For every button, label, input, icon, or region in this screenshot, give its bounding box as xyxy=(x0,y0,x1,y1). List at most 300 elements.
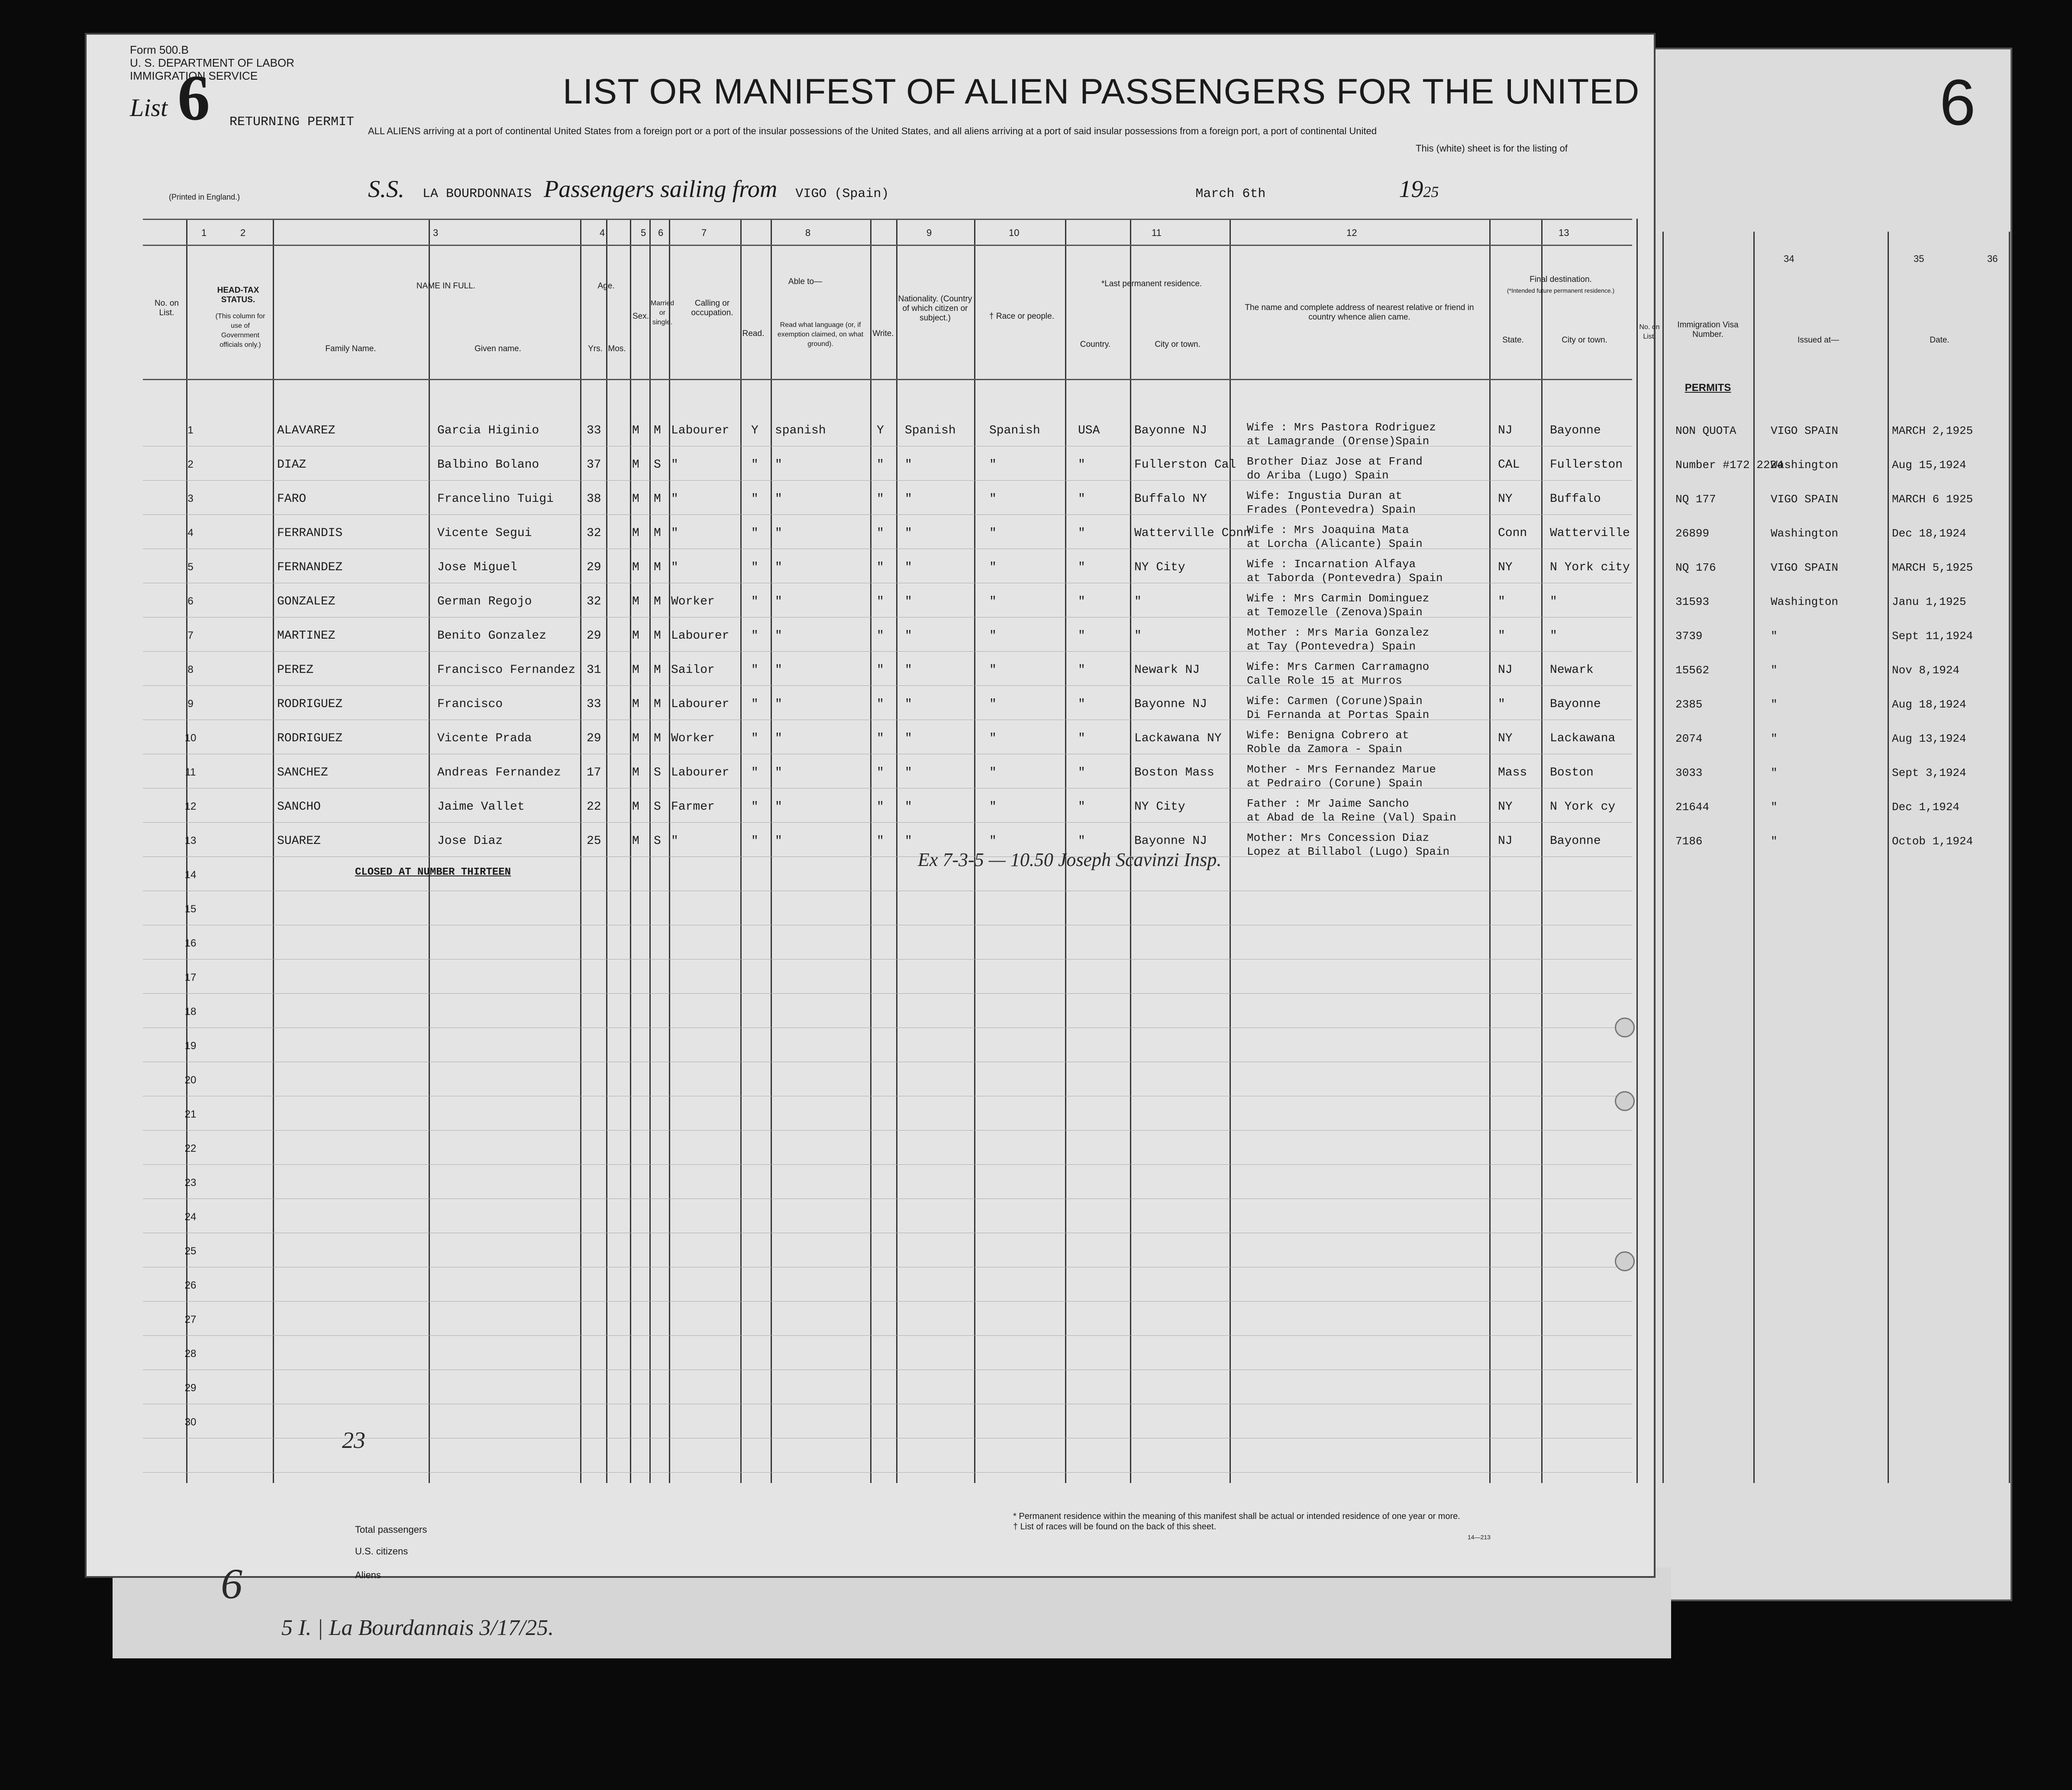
cell-yrs: 25 xyxy=(587,834,601,848)
row-number: 5 xyxy=(187,561,194,573)
cell-nat: " xyxy=(905,698,912,711)
cell-country: " xyxy=(1078,561,1085,574)
cell-city: " xyxy=(1134,595,1142,608)
cell-dest: Buffalo xyxy=(1550,492,1601,506)
cell-family: DIAZ xyxy=(277,458,307,472)
header-read: Read. xyxy=(742,329,765,338)
cell-relative: Brother Diaz Jose at Frand xyxy=(1247,455,1423,468)
row-number: 3 xyxy=(187,493,194,504)
column-number: 3 xyxy=(433,227,439,238)
cell-city: Boston Mass xyxy=(1134,766,1214,779)
column-number: 4 xyxy=(600,227,605,238)
cell-sex: M xyxy=(632,424,639,437)
header-yrs: Yrs. xyxy=(588,344,603,353)
row-number: 13 xyxy=(184,835,197,847)
cell-race: " xyxy=(989,698,997,711)
column-rule xyxy=(1489,219,1491,1483)
year-suffix: 25 xyxy=(1423,183,1439,200)
header-issued-at: Issued at— xyxy=(1797,336,1840,345)
cell-write: " xyxy=(877,561,884,574)
header-permits: PERMITS xyxy=(1685,382,1731,394)
cell-sex: M xyxy=(632,595,639,608)
cell-nat: " xyxy=(905,629,912,643)
cell-country: USA xyxy=(1078,424,1100,437)
cell-relative: at Taborda (Pontevedra) Spain xyxy=(1247,572,1443,585)
cell-relative: at Lorcha (Alicante) Spain xyxy=(1247,537,1423,550)
cell-dest: Newark xyxy=(1550,663,1594,677)
cell-read: " xyxy=(751,527,758,540)
cell-country: " xyxy=(1078,458,1085,472)
handwritten-six: 6 xyxy=(221,1560,242,1608)
column-rule xyxy=(630,219,631,1483)
row-rule xyxy=(143,480,1632,481)
us-citizens-label: U.S. citizens xyxy=(355,1546,408,1557)
cell-idate: Aug 18,1924 xyxy=(1892,698,1966,711)
cell-lang: " xyxy=(775,766,782,779)
cell-race: " xyxy=(989,800,997,814)
cell-relative: Frades (Pontevedra) Spain xyxy=(1247,503,1416,516)
cell-read: " xyxy=(751,663,758,677)
column-rule xyxy=(2009,232,2010,1483)
cell-read: " xyxy=(751,595,758,608)
cell-occ: " xyxy=(671,527,678,540)
cell-sex: M xyxy=(632,527,639,540)
row-number: 11 xyxy=(185,766,196,778)
cell-visa: 2074 xyxy=(1675,732,1703,745)
row-number: 20 xyxy=(184,1074,197,1086)
cell-occ: Worker xyxy=(671,732,715,745)
cell-country: " xyxy=(1078,766,1085,779)
cell-issued: " xyxy=(1771,698,1778,711)
cell-race: " xyxy=(989,595,997,608)
column-rule xyxy=(429,219,430,1483)
cell-dest: Lackawana xyxy=(1550,732,1616,745)
column-number: 13 xyxy=(1559,227,1569,238)
cell-relative: Wife: Carmen (Corune)Spain xyxy=(1247,695,1423,708)
header-city-town: City or town. xyxy=(1562,336,1607,345)
cell-nat: " xyxy=(905,732,912,745)
list-number: 6 xyxy=(178,62,210,134)
header-relative: The name and complete address of nearest relative or friend in country whence alien came. xyxy=(1245,303,1474,322)
cell-nat: " xyxy=(905,527,912,540)
cell-occ: " xyxy=(671,834,678,848)
cell-read: Y xyxy=(751,424,758,437)
cell-ms: M xyxy=(654,732,661,745)
cell-idate: Aug 15,1924 xyxy=(1892,459,1966,472)
cell-relative: Mother : Mrs Maria Gonzalez xyxy=(1247,626,1430,639)
cell-sex: M xyxy=(632,800,639,814)
header-final-note: (*Intended future permanent residence.) xyxy=(1507,287,1615,294)
cell-yrs: 32 xyxy=(587,527,601,540)
row-number: 22 xyxy=(184,1143,197,1154)
cell-given: Jose Miguel xyxy=(437,561,517,574)
cell-occ: " xyxy=(671,492,678,506)
cell-write: " xyxy=(877,834,884,848)
cell-ms: S xyxy=(654,834,661,848)
row-number: 26 xyxy=(184,1279,197,1291)
cell-visa: NQ 177 xyxy=(1675,493,1716,506)
cell-given: Francisco Fernandez xyxy=(437,663,576,677)
cell-family: MARTINEZ xyxy=(277,629,336,643)
cell-lang: " xyxy=(775,458,782,472)
column-number: 34 xyxy=(1784,253,1794,264)
cell-given: Vicente Segui xyxy=(437,527,532,540)
ship-line xyxy=(368,175,1623,201)
row-number: 1 xyxy=(187,424,194,436)
port: VIGO (Spain) xyxy=(795,187,889,201)
header-read-language: Read what language (or, if exemption claimed, on what ground). xyxy=(777,321,864,348)
cell-read: " xyxy=(751,766,758,779)
cell-issued: VIGO SPAIN xyxy=(1771,424,1839,437)
cell-relative: do Ariba (Lugo) Spain xyxy=(1247,469,1389,482)
cell-dest: Fullerston xyxy=(1550,458,1623,472)
row-number: 6 xyxy=(187,595,194,607)
cell-idate: Nov 8,1924 xyxy=(1892,664,1960,677)
row-number: 4 xyxy=(187,527,194,539)
cell-nat: " xyxy=(905,663,912,677)
row-number: 17 xyxy=(184,972,197,983)
cell-idate: MARCH 6 1925 xyxy=(1892,493,1973,506)
cell-yrs: 32 xyxy=(587,595,601,608)
cell-dest: " xyxy=(1550,629,1557,643)
column-rule xyxy=(669,219,670,1483)
cell-read: " xyxy=(751,458,758,472)
header-rule-numbers xyxy=(143,245,1632,246)
cell-write: " xyxy=(877,732,884,745)
footnote-residence: * Permanent residence within the meaning of this manifest shall be actual or intended residence of one year or more. xyxy=(1013,1512,1460,1521)
cell-state: " xyxy=(1498,595,1505,608)
cell-occ: Farmer xyxy=(671,800,715,814)
cell-country: " xyxy=(1078,629,1085,643)
punch-hole xyxy=(1615,1251,1635,1271)
cell-issued: " xyxy=(1771,801,1778,814)
cell-read: " xyxy=(751,800,758,814)
column-rule xyxy=(186,219,187,1483)
closed-note: CLOSED AT NUMBER THIRTEEN xyxy=(355,866,511,878)
handwritten-annotation: Ex 7-3-5 — 10.50 Joseph Scavinzi Insp. xyxy=(918,849,1222,870)
cell-given: Andreas Fernandez xyxy=(437,766,561,779)
cell-relative: at Temozelle (Zenova)Spain xyxy=(1247,606,1423,619)
cell-issued: " xyxy=(1771,766,1778,779)
cell-idate: Octob 1,1924 xyxy=(1892,835,1973,848)
cell-ms: S xyxy=(654,458,661,472)
cell-write: " xyxy=(877,698,884,711)
cell-relative: Wife : Mrs Pastora Rodriguez xyxy=(1247,421,1436,434)
cell-lang: " xyxy=(775,595,782,608)
cell-lang: " xyxy=(775,527,782,540)
year-prefix: 19 xyxy=(1399,176,1423,203)
cell-issued: VIGO SPAIN xyxy=(1771,493,1839,506)
header-name-in-full: NAME IN FULL. xyxy=(416,281,476,291)
sailing-label: Passengers sailing from xyxy=(544,176,778,203)
row-number: 18 xyxy=(184,1006,197,1018)
underlying-sheet-bottom xyxy=(113,1567,1671,1658)
cell-ms: M xyxy=(654,492,661,506)
ship-name: LA BOURDONNAIS xyxy=(423,187,532,201)
column-rule xyxy=(740,219,742,1483)
cell-race: " xyxy=(989,766,997,779)
cell-relative: at Tay (Pontevedra) Spain xyxy=(1247,640,1416,653)
cell-country: " xyxy=(1078,698,1085,711)
row-number: 7 xyxy=(187,630,194,641)
cell-lang: " xyxy=(775,561,782,574)
cell-given: Francisco xyxy=(437,698,503,711)
row-rule xyxy=(143,1130,1632,1131)
cell-issued: " xyxy=(1771,664,1778,677)
cell-city: Bayonne NJ xyxy=(1134,698,1207,711)
cell-race: Spanish xyxy=(989,424,1040,437)
cell-write: " xyxy=(877,527,884,540)
cell-issued: Washington xyxy=(1771,595,1839,608)
footer-code: 14—213 xyxy=(1468,1534,1491,1541)
header-able-to: Able to— xyxy=(788,277,823,286)
row-rule xyxy=(143,685,1632,686)
cell-yrs: 37 xyxy=(587,458,601,472)
column-number: 12 xyxy=(1346,227,1357,238)
column-number: 36 xyxy=(1987,253,1998,264)
header-country: Country. xyxy=(1080,340,1111,349)
cell-ms: M xyxy=(654,698,661,711)
cell-yrs: 29 xyxy=(587,561,601,574)
row-number: 29 xyxy=(184,1382,197,1394)
cell-family: ALAVAREZ xyxy=(277,424,336,437)
cell-relative: Wife: Ingustia Duran at xyxy=(1247,489,1402,502)
cell-occ: Labourer xyxy=(671,698,729,711)
row-number: 12 xyxy=(184,801,197,812)
cell-sex: M xyxy=(632,492,639,506)
row-number: 9 xyxy=(187,698,194,710)
cell-issued: VIGO SPAIN xyxy=(1771,561,1839,574)
row-number: 2 xyxy=(187,459,194,470)
row-number: 14 xyxy=(184,869,197,881)
cell-dest: " xyxy=(1550,595,1557,608)
cell-yrs: 33 xyxy=(587,424,601,437)
cell-sex: M xyxy=(632,629,639,643)
cell-sex: M xyxy=(632,834,639,848)
cell-city: NY City xyxy=(1134,561,1185,574)
column-rule xyxy=(649,219,651,1483)
cell-issued: Washington xyxy=(1771,459,1839,472)
header-no-on-list-right: No. on List. xyxy=(1639,323,1660,340)
cell-issued: Washington xyxy=(1771,527,1839,540)
cell-read: " xyxy=(751,732,758,745)
service-line: IMMIGRATION SERVICE xyxy=(130,69,258,82)
column-number: 35 xyxy=(1914,253,1924,264)
cell-write: " xyxy=(877,595,884,608)
cell-dest: Boston xyxy=(1550,766,1594,779)
handwritten-total: 23 xyxy=(342,1427,365,1453)
row-number: 19 xyxy=(184,1040,197,1052)
column-number: 5 xyxy=(641,227,646,238)
cell-occ: Sailor xyxy=(671,663,715,677)
header-nationality: Nationality. (Country of which citizen or subject.) xyxy=(898,294,972,323)
cell-family: RODRIGUEZ xyxy=(277,732,343,745)
footnote-races: † List of races will be found on the back of this sheet. xyxy=(1013,1522,1217,1532)
cell-visa: 15562 xyxy=(1675,664,1710,677)
total-passengers-label: Total passengers xyxy=(355,1524,427,1535)
cell-sex: M xyxy=(632,732,639,745)
cell-race: " xyxy=(989,527,997,540)
cell-given: Benito Gonzalez xyxy=(437,629,547,643)
cell-family: PEREZ xyxy=(277,663,314,677)
cell-dest: N York city xyxy=(1550,561,1630,574)
header-no-on-list: No. on List. xyxy=(155,299,179,317)
cell-city: Buffalo NY xyxy=(1134,492,1207,506)
cell-sex: M xyxy=(632,561,639,574)
row-number: 30 xyxy=(184,1416,197,1428)
cell-state: NJ xyxy=(1498,663,1513,677)
cell-visa: 3033 xyxy=(1675,766,1703,779)
cell-nat: " xyxy=(905,834,912,848)
cell-sex: M xyxy=(632,766,639,779)
header-calling: Calling or occupation. xyxy=(691,299,733,317)
cell-nat: " xyxy=(905,492,912,506)
header-city: City or town. xyxy=(1155,340,1201,349)
cell-given: Vicente Prada xyxy=(437,732,532,745)
cell-read: " xyxy=(751,492,758,506)
row-rule xyxy=(143,1472,1632,1473)
column-rule xyxy=(870,219,871,1483)
cell-relative: Wife : Mrs Carmin Dominguez xyxy=(1247,592,1430,605)
header-state: State. xyxy=(1502,336,1524,345)
header-family-name: Family Name. xyxy=(325,344,376,353)
cell-race: " xyxy=(989,732,997,745)
cell-visa: 21644 xyxy=(1675,801,1710,814)
row-number: 24 xyxy=(184,1211,197,1223)
cell-read: " xyxy=(751,629,758,643)
cell-given: German Regojo xyxy=(437,595,532,608)
cell-sex: M xyxy=(632,698,639,711)
column-number: 8 xyxy=(805,227,811,238)
cell-state: NY xyxy=(1498,492,1513,506)
cell-family: SANCHEZ xyxy=(277,766,328,779)
column-rule xyxy=(580,219,581,1483)
cell-country: " xyxy=(1078,800,1085,814)
cell-relative: Wife: Benigna Cobrero at xyxy=(1247,729,1409,742)
cell-relative: Calle Role 15 at Murros xyxy=(1247,674,1402,687)
column-number: 6 xyxy=(658,227,664,238)
cell-yrs: 31 xyxy=(587,663,601,677)
cell-visa: Number #172 2224 xyxy=(1675,459,1784,472)
cell-relative: Wife : Incarnation Alfaya xyxy=(1247,558,1416,571)
cell-sex: M xyxy=(632,458,639,472)
cell-lang: " xyxy=(775,629,782,643)
cell-relative: at Pedrairo (Corune) Spain xyxy=(1247,777,1423,790)
cell-read: " xyxy=(751,698,758,711)
column-rule xyxy=(1230,219,1231,1483)
cell-city: Fullerston Cal xyxy=(1134,458,1236,472)
cell-yrs: 17 xyxy=(587,766,601,779)
cell-visa: NQ 176 xyxy=(1675,561,1716,574)
row-rule xyxy=(143,1164,1632,1165)
cell-race: " xyxy=(989,629,997,643)
cell-idate: Aug 13,1924 xyxy=(1892,732,1966,745)
cell-lang: " xyxy=(775,698,782,711)
cell-relative: at Abad de la Reine (Val) Spain xyxy=(1247,811,1456,824)
cell-visa: 31593 xyxy=(1675,595,1710,608)
permit-type: RETURNING PERMIT xyxy=(229,115,355,129)
cell-family: FERRANDIS xyxy=(277,527,343,540)
cell-nat: " xyxy=(905,561,912,574)
punch-hole xyxy=(1615,1018,1635,1037)
cell-sex: M xyxy=(632,663,639,677)
cell-country: " xyxy=(1078,492,1085,506)
cell-issued: " xyxy=(1771,732,1778,745)
cell-visa: 3739 xyxy=(1675,630,1703,643)
cell-write: " xyxy=(877,663,884,677)
cell-state: NY xyxy=(1498,800,1513,814)
underlying-sheet-right xyxy=(1628,48,2012,1601)
header-visa-number: Immigration Visa Number. xyxy=(1677,320,1739,339)
row-rule xyxy=(143,1301,1632,1302)
subtitle-sheet-note: This (white) sheet is for the listing of xyxy=(1416,143,1568,154)
cell-idate: Janu 1,1925 xyxy=(1892,595,1966,608)
row-rule xyxy=(143,993,1632,994)
header-rule-bottom xyxy=(143,379,1632,380)
cell-yrs: 29 xyxy=(587,732,601,745)
department-line: U. S. DEPARTMENT OF LABOR xyxy=(130,56,294,69)
cell-state: NJ xyxy=(1498,424,1513,437)
cell-given: Garcia Higinio xyxy=(437,424,539,437)
cell-family: FERNANDEZ xyxy=(277,561,343,574)
cell-nat: Spanish xyxy=(905,424,956,437)
cell-state: NY xyxy=(1498,732,1513,745)
cell-write: " xyxy=(877,492,884,506)
cell-state: Mass xyxy=(1498,766,1527,779)
cell-yrs: 22 xyxy=(587,800,601,814)
cell-relative: Roble da Zamora - Spain xyxy=(1247,743,1402,756)
cell-ms: M xyxy=(654,561,661,574)
cell-lang: " xyxy=(775,492,782,506)
cell-occ: Worker xyxy=(671,595,715,608)
column-rule xyxy=(1753,232,1755,1483)
cell-relative: Di Fernanda at Portas Spain xyxy=(1247,708,1430,721)
cell-idate: Sept 3,1924 xyxy=(1892,766,1966,779)
form-header-block xyxy=(130,43,294,82)
header-mos: Mos. xyxy=(608,344,626,353)
cell-race: " xyxy=(989,561,997,574)
column-rule xyxy=(1541,219,1543,1483)
column-number: 2 xyxy=(240,227,246,238)
row-number: 16 xyxy=(184,937,197,949)
cell-issued: " xyxy=(1771,630,1778,643)
header-last-residence: *Last permanent residence. xyxy=(1101,279,1202,288)
column-rule xyxy=(771,219,772,1483)
cell-occ: Labourer xyxy=(671,766,729,779)
header-rule-top xyxy=(143,219,1632,220)
cell-write: " xyxy=(877,629,884,643)
cell-city: Lackawana NY xyxy=(1134,732,1222,745)
right-sheet-number: 6 xyxy=(1940,66,1976,139)
sailing-date: March 6th xyxy=(1195,187,1266,201)
cell-nat: " xyxy=(905,458,912,472)
cell-yrs: 29 xyxy=(587,629,601,643)
cell-relative: Lopez at Billabol (Lugo) Spain xyxy=(1247,845,1450,858)
cell-given: Jose Diaz xyxy=(437,834,503,848)
cell-given: Francelino Tuigi xyxy=(437,492,554,506)
cell-dest: N York cy xyxy=(1550,800,1616,814)
cell-race: " xyxy=(989,458,997,472)
cell-read: " xyxy=(751,834,758,848)
list-label: List xyxy=(130,94,168,122)
header-write: Write. xyxy=(872,329,894,338)
cell-country: " xyxy=(1078,732,1085,745)
cell-family: FARO xyxy=(277,492,307,506)
cell-relative: Mother - Mrs Fernandez Marue xyxy=(1247,763,1436,776)
row-rule xyxy=(143,959,1632,960)
cell-state: NY xyxy=(1498,561,1513,574)
row-number: 8 xyxy=(187,664,194,675)
